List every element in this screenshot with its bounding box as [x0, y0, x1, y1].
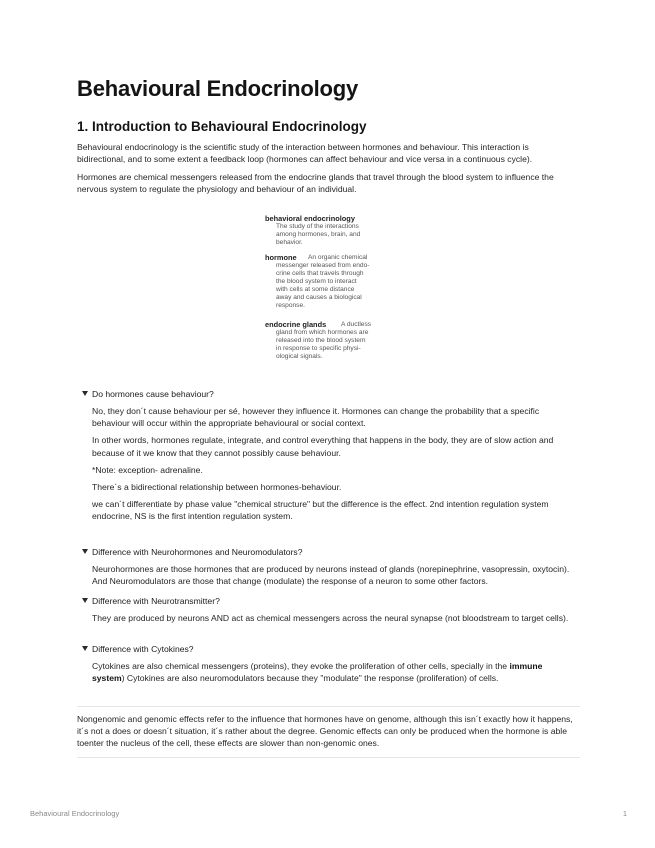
toggle-header[interactable]	[77, 643, 577, 655]
caret-down-icon[interactable]	[82, 598, 88, 603]
intro-paragraph-1: Behavioural endocrinology is the scientific study of the interaction between hormones and behaviour. This interaction is bidirectional, and to some extent a feedback loop (hormones can affect behaviour and vice versa in a continuous cycle).	[77, 142, 533, 165]
caret-down-icon[interactable]	[82, 549, 88, 554]
glossary-definition-line: behavior.	[276, 239, 303, 246]
glossary-definition-line: released into the blood system	[276, 337, 366, 344]
toggle-paragraph: In other words, hormones regulate, integrate, and control everything that happens in the body, they are of slow action and because of it we know that they cannot possibly cause behaviour.	[92, 435, 554, 458]
toggle-content	[77, 660, 577, 684]
toggle-question: Difference with Cytokines?	[92, 644, 194, 654]
cytokines-text: ) Cytokines are also neuromodulators because they "modulate" the response (proliferation) of cells.	[121, 673, 499, 684]
cytokines-bold-text: immune system	[92, 661, 543, 684]
toggle-neurotransmitter	[77, 595, 577, 629]
cytokines-text: Cytokines are also chemical messengers (proteins), they evoke the proliferation of other cells, specially in the	[92, 661, 510, 671]
glossary-definition-line: response.	[276, 302, 305, 309]
toggle-header[interactable]	[77, 546, 577, 558]
glossary-term: behavioral endocrinology	[265, 214, 355, 223]
toggle-content	[77, 563, 577, 587]
toggle-question: Do hormones cause behaviour?	[92, 389, 214, 399]
toggle-paragraph: No, they don´t cause behaviour per sé, however they influence it. Hormones can change the probability that a specific behaviour will occur within the appropriate behavioural or social context.	[92, 406, 540, 429]
glossary-definition-line: An organic chemical	[308, 254, 368, 261]
toggle-header[interactable]	[77, 595, 577, 607]
glossary-definition-line: gland from which hormones are	[276, 329, 369, 336]
glossary-term: endocrine glands	[265, 320, 327, 329]
intro-paragraph-2: Hormones are chemical messengers released from the endocrine glands that travel through the blood system to influence the nervous system to regulate the physiology and behaviour of an individual.	[77, 172, 554, 195]
toggle-content	[77, 405, 577, 523]
caret-down-icon[interactable]	[82, 646, 88, 651]
glossary-term: hormone	[265, 253, 297, 262]
toggle-paragraph: we can´t differentiate by phase value "chemical structure" but the difference is the effect. 2nd intention regulation system endocrine, NS is the first intention regulation system.	[92, 499, 549, 522]
footer-page-number: 1	[622, 809, 627, 818]
toggle-header[interactable]	[77, 388, 577, 400]
glossary-image	[263, 211, 397, 373]
toggle-question: Difference with Neurohormones and Neuromodulators?	[92, 547, 303, 557]
toggle-paragraph: There´s a bidirectional relationship between hormones-behaviour.	[92, 482, 342, 493]
toggle-paragraph: They are produced by neurons AND act as chemical messengers across the neural synapse (not bloodstream to target cells).	[92, 613, 569, 623]
page-title: Behavioural Endocrinology	[77, 76, 359, 101]
toggle-question: Difference with Neurotransmitter?	[92, 596, 220, 606]
callout-text: Nongenomic and genomic effects refer to the influence that hormones have on genome, although this isn´t exactly how it happens, it´s not a does or doesn´t situation, it´s rather about the degree. Genomic effects can only be produced when the hormone is able toenter the nucleus of the cell, these effects are slower than non-genomic ones.	[77, 714, 573, 749]
glossary-definition-line: in response to specific physi-	[276, 345, 361, 352]
section-heading: 1. Introduction to Behavioural Endocrinology	[77, 119, 367, 134]
glossary-definition-line: the blood system to interact	[276, 278, 357, 285]
genomic-effects-callout	[77, 706, 580, 758]
glossary-definition-line: messenger released from endo-	[276, 262, 370, 269]
glossary-definition-line: crine cells that travels through	[276, 270, 364, 277]
caret-down-icon[interactable]	[82, 391, 88, 396]
glossary-definition-line: The study of the interactions	[276, 223, 359, 230]
toggle-neurohormones	[77, 546, 577, 592]
toggle-paragraph	[92, 660, 574, 684]
toggle-cytokines	[77, 643, 577, 689]
glossary-definition-line: ological signals.	[276, 353, 323, 360]
toggle-hormones-cause-behaviour	[77, 388, 577, 528]
footer-document-title: Behavioural Endocrinology	[30, 809, 120, 818]
toggle-paragraph: Neurohormones are those hormones that are produced by neurons instead of glands (norepinephrine, vasopressin, oxytocin). And Neuromodulators are those that change (modulate) the response of a neuron to some other factors.	[92, 564, 570, 587]
glossary-definition-line: away and causes a biological	[276, 294, 362, 301]
glossary-definition-line: A ductless	[341, 321, 372, 328]
glossary-definition-line: with cells at some distance	[276, 286, 355, 293]
toggle-paragraph: *Note: exception- adrenaline.	[92, 464, 203, 475]
toggle-content	[77, 612, 577, 624]
glossary-definition-line: among hormones, brain, and	[276, 231, 361, 238]
